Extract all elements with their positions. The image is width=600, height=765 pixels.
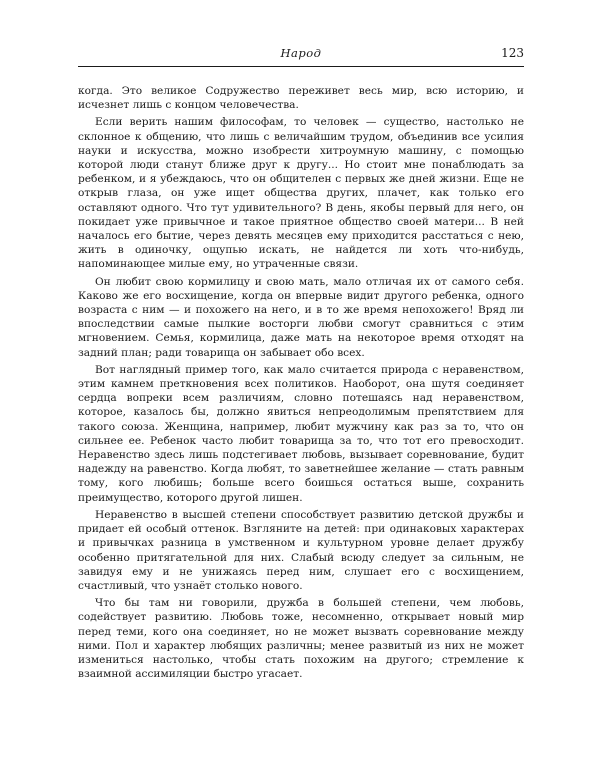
paragraph-continued: когда. Это великое Содружество переживет весь мир, всю историю, и исчезнет лишь с концом человечества.: [78, 85, 524, 112]
body-text: [78, 84, 524, 684]
header-rule: [78, 66, 524, 67]
paragraph-nurse-mother: Он любит свою кормилицу и свою мать, мало отличая их от самого себя. Каково же его восхищение, когда он впервые видит другого ребенка, одного возраста с ним — и похожего на него, и в то же время непохожего! Вряд ли впоследствии самые пылкие восторги любви смогут сравниться с этим мгновением. Семья, кормилица, даже мать на некоторое время отходят на задний план; ради товарища он забывает обо всех.: [78, 275, 524, 359]
book-page: [78, 40, 524, 681]
paragraph-philosophers: Если верить нашим философам, то человек — существо, настолько не склонное к общению, что лишь с величайшим трудом, объединив все усилия науки и искусства, можно изобрести хитроумную машину, с помощью которой люди станут ближе друг к другу... Но стоит мне понаблюдать за ребенком, и я убеждаюсь, что он общителен с первых же дней жизни. Еще не открыв глаза, он уже ищет общества других, плачет, как только его оставляют одного. Что тут удивительного? В день, якобы первый для него, он покидает уже привычное и такое приятное общество своей матери... В ней началось его бытие, через девять месяцев ему приходится расстаться с нею, жить в одиночку, ощупью искать, не найдется ли хоть что-нибудь, напоминающее милые ему, но утраченные связи.: [78, 116, 524, 271]
paragraph-inequality: Вот наглядный пример того, как мало считается природа с неравенством, этим камнем преткновения всех политиков. Наоборот, она шутя соединяет сердца вопреки всем различиям, словно потешаясь над неравенством, которое, казалось бы, должно явиться непреодолимым препятствием для такого союза. Женщина, например, любит мужчину как раз за то, что он сильнее ее. Ребенок часто любит товарища за то, что тот его превосходит. Неравенство здесь лишь подстегивает любовь, вызывает соревнование, будит надежду на равенство. Когда любят, то заветнейшее желание — стать равным тому, кого любишь; больше всего боишься остаться выше, сохранить преимущество, которого другой лишен.: [78, 363, 524, 504]
page-number: 123: [501, 46, 524, 60]
paragraph-friendship-love: Что бы там ни говорили, дружба в большей степени, чем любовь, содействует развитию. Любовь тоже, несомненно, открывает новый мир перед теми, кого она соединяет, но не может вызвать соревнование между ними. Пол и характер любящих различны; менее развитый из них не может измениться настолько, чтобы стать похожим на другого; стремление к взаимной ассимиляции быстро угасает.: [78, 597, 524, 681]
paragraph-child-friendship: Неравенство в высшей степени способствует развитию детской дружбы и придает ей особый оттенок. Взгляните на детей: при одинаковых характерах и привычках разница в умственном и культурном уровне делает дружбу особенно притягательной для них. Слабый всюду следует за сильным, не завидуя ему и не унижаясь перед ним, слушает его с восхищением, счастливый, что узнаёт столько нового.: [78, 508, 524, 592]
running-head: [78, 40, 524, 60]
running-title: Народ: [280, 46, 322, 60]
